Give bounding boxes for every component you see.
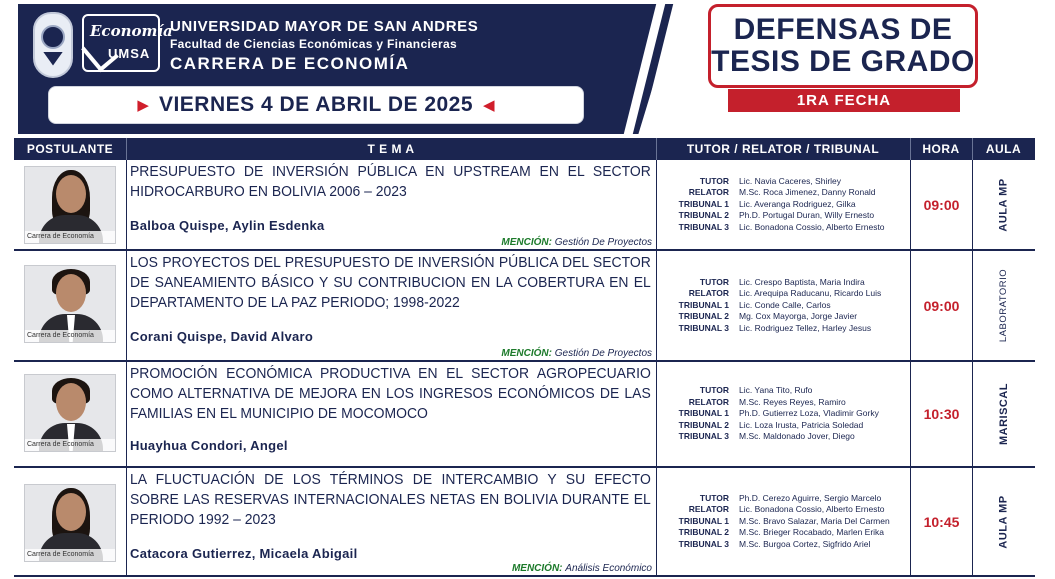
badge-line-1: DEFENSAS DE [733,13,953,46]
arrow-left-icon: ◀ [483,97,495,114]
tribunal-role: TRIBUNAL 3 [678,322,729,333]
tribunal-line [657,288,910,300]
badge-line-2: TESIS DE GRADO [711,45,975,78]
tribunal-line [657,527,910,539]
tribunal-role: TRIBUNAL 1 [678,515,729,526]
tribunal-cell [656,251,910,360]
tribunal-member: M.Sc. Bravo Salazar, Maria Del Carmen [739,515,890,526]
table-row [14,251,1035,362]
tribunal-member: Lic. Crespo Baptista, Maria Indira [739,276,865,287]
tribunal-role: RELATOR [688,288,729,299]
tribunal-role: RELATOR [688,396,729,407]
photo-cell [14,251,126,360]
photo-face [56,175,86,213]
tribunal-member: M.Sc. Brieger Rocabado, Marlen Erika [739,527,885,538]
mencion [501,348,652,359]
tribunal-role: TRIBUNAL 3 [678,221,729,232]
tema-cell [126,468,656,575]
tribunal-role: TRIBUNAL 3 [678,431,729,442]
tribunal-line [657,311,910,323]
student-name: Corani Quispe, David Alvaro [130,329,314,344]
tribunal-member: Lic. Rodriguez Tellez, Harley Jesus [739,322,872,333]
tribunal-line [657,199,910,211]
tribunal-line [657,431,910,443]
tema-cell [126,362,656,466]
tribunal-role: TRIBUNAL 1 [678,198,729,209]
tribunal-member: Ph.D. Gutierrez Loza, Vladimir Gorky [739,408,879,419]
hora-cell [910,251,972,360]
classroom: MARISCAL [998,382,1010,446]
classroom: AULA MP [997,494,1010,549]
tribunal-member: Lic. Bonadona Cossio, Alberto Ernesto [739,221,885,232]
tribunal-member: M.Sc. Burgoa Cortez, Sigfrido Ariel [739,538,871,549]
photo-cell [14,468,126,575]
student-photo [24,166,116,244]
col-tutor: TUTOR / RELATOR / TRIBUNAL [686,142,880,156]
tribunal-member: Ph.D. Cerezo Aguirre, Sergio Marcelo [739,492,882,503]
header [0,0,1055,137]
tribunal-role: TUTOR [699,276,729,287]
tribunal-line [657,176,910,188]
arrow-right-icon: ▶ [137,97,149,114]
university-name: UNIVERSIDAD MAYOR DE SAN ANDRES [170,18,479,35]
career-name: CARRERA DE ECONOMÍA [170,54,410,73]
student-photo [24,374,116,452]
photo-caption: Carrera de Economía [25,231,116,243]
tribunal-role: RELATOR [688,187,729,198]
thesis-title: PROMOCIÓN ECONÓMICA PRODUCTIVA EN EL SECTOR AGROPECUARIO COMO ALTERNATIVA DE MEJORA EN LOS INGRESOS ECONÓMICOS DE LAS FAMILIAS EN EL MUNICIPIO DE MOCOMOCO [130,365,651,422]
tribunal-member: Lic. Conde Calle, Carlos [739,299,831,310]
tribunal-line [657,539,910,551]
mencion-value: Gestión De Proyectos [554,237,652,248]
table-row [14,468,1035,577]
tribunal-role: TRIBUNAL 1 [678,408,729,419]
tribunal-member: M.Sc. Roca Jimenez, Danny Ronald [739,187,876,198]
photo-face [56,274,86,312]
col-postulante: POSTULANTE [26,142,114,156]
fecha-banner: 1RA FECHA [728,89,960,112]
tribunal-line [657,504,910,516]
tribunal-list [657,277,910,335]
tribunal-role: TRIBUNAL 2 [678,527,729,538]
hora-cell [910,362,972,466]
student-name: Huayhua Condori, Angel [130,438,288,453]
tribunal-line [657,516,910,528]
col-aula: AULA [985,142,1022,156]
tribunal-member: Lic. Arequipa Raducanu, Ricardo Luis [739,288,882,299]
classroom: AULA MP [997,177,1010,232]
date-bar [48,86,584,124]
tribunal-role: TUTOR [699,492,729,503]
tribunal-member: Lic. Loza Irusta, Patricia Soledad [739,419,864,430]
photo-caption: Carrera de Economía [25,439,116,451]
tribunal-role: TRIBUNAL 1 [678,299,729,310]
mencion-value: Gestión De Proyectos [554,348,652,359]
aula-cell [972,468,1035,575]
thesis-title: PRESUPUESTO DE INVERSIÓN PÚBLICA EN UPSTREAM EN EL SECTOR HIDROCARBURO EN BOLIVIA 2006 – 2023 [130,163,651,200]
faculty-name: Facultad de Ciencias Económicas y Financieras [170,37,457,51]
col-tema: T E M A [367,142,415,156]
photo-caption: Carrera de Economía [25,330,116,342]
photo-cell [14,160,126,249]
student-photo [24,484,116,562]
tribunal-line [657,210,910,222]
mencion [501,237,652,248]
tribunal-list [657,176,910,234]
student-name: Balboa Quispe, Aylin Esdenka [130,218,325,233]
crest-shield-icon [43,52,63,66]
defense-time: 09:00 [923,297,960,314]
aula-cell [972,362,1035,466]
event-date: VIERNES 4 DE ABRIL DE 2025 [158,93,474,116]
tema-cell [126,251,656,360]
tribunal-role: RELATOR [688,504,729,515]
defense-time: 10:45 [923,513,960,530]
tribunal-line [657,420,910,432]
defense-time: 09:00 [923,196,960,213]
hora-cell [910,160,972,249]
tribunal-role: TRIBUNAL 2 [678,311,729,322]
mencion-label: MENCIÓN: [511,563,563,574]
tribunal-member: Lic. Bonadona Cossio, Alberto Ernesto [739,504,885,515]
student-photo [24,265,116,343]
table-header [14,138,1035,160]
tribunal-member: Lic. Averanga Rodriguez, Gilka [739,198,856,209]
tribunal-line [657,300,910,312]
photo-face [56,493,86,531]
tribunal-member: M.Sc. Maldonado Jover, Diego [739,431,855,442]
mencion-label: MENCIÓN: [501,348,552,359]
logo-text-umsa: UMSA [108,46,151,61]
tribunal-member: Lic. Navia Caceres, Shirley [739,175,842,186]
tribunal-member: M.Sc. Reyes Reyes, Ramiro [739,396,846,407]
tribunal-role: TRIBUNAL 2 [678,210,729,221]
title-badge [708,4,978,88]
thesis-title: LOS PROYECTOS DEL PRESUPUESTO DE INVERSIÓN PÚBLICA DEL SECTOR DE SANEAMIENTO BÁSICO Y SU CONTRIBUCION EN LA COBERTURA EN EL DEPARTAMENTO DE LA PAZ PERIODO; 1998-2022 [130,254,651,311]
photo-cell [14,362,126,466]
tribunal-role: TRIBUNAL 3 [678,538,729,549]
tribunal-line [657,385,910,397]
classroom: LABORATORIO [998,268,1010,343]
table-row [14,362,1035,468]
col-hora: HORA [922,142,960,156]
umsa-crest-logo [33,12,73,78]
aula-cell [972,160,1035,249]
tribunal-member: Mg. Cox Mayorga, Jorge Javier [739,311,858,322]
tribunal-line [657,397,910,409]
student-name: Catacora Gutierrez, Micaela Abigail [130,546,358,561]
mencion [512,563,652,574]
tribunal-role: TRIBUNAL 2 [678,419,729,430]
tribunal-line [657,493,910,505]
photo-caption: Carrera de Economía [25,549,116,561]
logo-text-economia: Economía [90,22,173,40]
tribunal-member: Ph.D. Portugal Duran, Willy Ernesto [739,210,875,221]
tribunal-member: Lic. Yana Tito, Rufo [739,385,813,396]
tribunal-cell [656,362,910,466]
tribunal-line [657,323,910,335]
defense-time: 10:30 [923,406,960,422]
tema-cell [126,160,656,249]
tribunal-cell [656,468,910,575]
table-row [14,160,1035,251]
tribunal-line [657,187,910,199]
tribunal-role: TUTOR [699,385,729,396]
mencion-label: MENCIÓN: [501,237,552,248]
tribunal-list [657,493,910,551]
economia-logo [82,14,173,72]
thesis-title: LA FLUCTUACIÓN DE LOS TÉRMINOS DE INTERCAMBIO Y SU EFECTO SOBRE LAS RESERVAS INTERNACIONALES NETAS EN BOLIVIA DURANTE EL PERIODO 1992 – 2023 [130,471,651,528]
aula-cell [972,251,1035,360]
tribunal-line [657,277,910,289]
tribunal-line [657,408,910,420]
tribunal-role: TUTOR [699,175,729,186]
tribunal-cell [656,160,910,249]
tribunal-line [657,222,910,234]
hora-cell [910,468,972,575]
mencion-value: Análisis Económico [565,563,652,574]
crest-seal-icon [41,25,65,49]
tribunal-list [657,385,910,443]
photo-face [56,383,86,421]
